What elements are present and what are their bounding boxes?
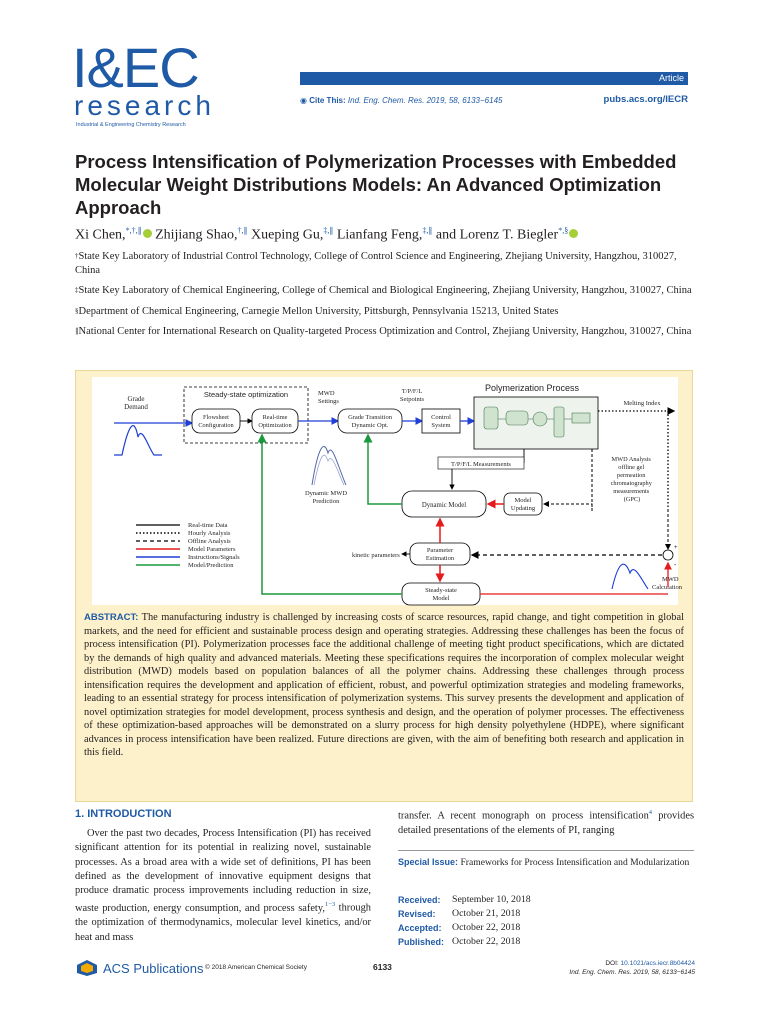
grade-transition-box: [338, 409, 402, 433]
flowsheet-line: Flowsheet: [203, 414, 229, 421]
affiliation-mark: ‡: [75, 286, 79, 294]
realtime-optimization-box: [252, 409, 298, 433]
abstract-label: ABSTRACT:: [84, 612, 139, 623]
realtime-line: Real-time: [262, 414, 288, 421]
legend-label: Hourly Analysis: [188, 530, 231, 537]
control-system-box: [422, 409, 460, 433]
date-value: September 10, 2018: [452, 894, 531, 905]
author-name[interactable]: Xi Chen,: [75, 227, 126, 243]
acs-publications-logo[interactable]: [75, 959, 203, 977]
steady-state-model-line: Model: [432, 595, 450, 602]
legend-label: Model Parameters: [188, 546, 236, 553]
dynamic-mwd-curve: [312, 447, 346, 485]
date-row: [398, 893, 531, 907]
affiliation-text: State Key Laboratory of Chemical Engineering, College of Chemical and Biological Engineering, Zhejiang University, Hangzhou, 310027, China: [78, 285, 692, 296]
control-system-line: System: [431, 422, 451, 429]
mwd-settings-line: Settings: [318, 398, 339, 405]
legend-label: Real-time Data: [188, 522, 228, 529]
realtime-line: Optimization: [258, 422, 292, 429]
doi-link[interactable]: 10.1021/acs.iecr.8b04424: [620, 960, 695, 967]
grade-demand-curve: [114, 426, 162, 455]
model-updating-line: Model: [514, 497, 532, 504]
comparator-plus: +: [674, 545, 678, 551]
mwd-analysis-label: [611, 456, 654, 503]
publication-dates: [398, 893, 531, 949]
abstract-body: The manufacturing industry is challenged by increasing costs of scarce resources, rapid change, and tight competition in global markets, and the need for efficient and sustainable process design and operating strategies. Addressing these challenges has been the focus of process intensification (PI). Polymerization processes face the additional challenge of meeting tight product specifications, which are dictated by the demands of high quality and advanced materials. Meeting these specifications requires the incorporation of complex molecular weight distribution (MWD) models based on population balances of all the polymer chains. Addressing these challenges through process intensification requires the development and application of efficient, robust, and powerful optimization strategies and modeling frameworks, leading to an essential strategy for process intensification of polymerization systems. This survey presents the development and application of novel optimization strategies for model development, process synthesis and design, and the operation of polymer processes. The effectiveness of these optimization-based approaches will be demonstrated on a slurry process for high density polyethylene (HDPE), where significant advances in process intensification have been realized. Future directions are given, with the aim of benefiting both research and application in this field.: [84, 612, 684, 759]
date-label: Received:: [398, 895, 441, 905]
legend-label: Instructions/Signals: [188, 554, 240, 561]
intro-text: Over the past two decades, Process Intensification (PI) has received significant attention for its potential in realizing novel, sustainable processes. As a broad area with a wide set of definitions, PI has been defined as the development of innovative equipment designs that produce dramatic process improvements including reduction in size, waste production, energy consumption, and process safety,: [75, 828, 371, 914]
measurements-label: T/P/F/L Measurements: [451, 461, 511, 468]
mwd-settings-label: [318, 390, 339, 405]
affiliation: [75, 305, 695, 319]
mwd-analysis-line-text: chromatography: [610, 480, 652, 487]
realtime-optimization-label: [258, 414, 292, 429]
date-row: [398, 907, 531, 921]
dynamic-mwd-line: Prediction: [312, 498, 340, 505]
divider: [398, 850, 694, 851]
parameter-estimation-line: Parameter: [426, 547, 454, 554]
citation-ref-link[interactable]: 4: [648, 809, 653, 816]
mwd-calculation-curve: [612, 564, 648, 589]
journal-logo: I&EC: [72, 36, 199, 99]
cite-reference: Ind. Eng. Chem. Res. 2019, 58, 6133−6145: [347, 96, 503, 105]
affiliation: [75, 284, 695, 298]
page-footer: [75, 955, 695, 989]
affiliation-text: Department of Chemical Engineering, Carnegie Mellon University, Pittsburgh, Pennsylvania 15213, United States: [78, 305, 559, 317]
tpfl-setpoints-line: T/P/F/L: [401, 388, 423, 395]
author-name[interactable]: Xueping Gu,: [251, 227, 324, 243]
special-issue-note: [398, 856, 694, 869]
polymerization-process-title: Polymerization Process: [484, 383, 580, 393]
affiliation-mark: ∥: [75, 327, 79, 335]
author-marks: *,†,∥: [125, 226, 142, 235]
cite-this-line[interactable]: [300, 96, 502, 105]
abstract-box: [75, 370, 693, 802]
publisher-name: ACS Publications: [103, 960, 204, 976]
intro-left-column: [75, 827, 371, 945]
grade-demand-line: Grade: [127, 395, 145, 403]
date-row: [398, 921, 531, 935]
journal-logo-tagline: Industrial & Engineering Chemistry Research: [76, 122, 186, 128]
footer-citation: Ind. Eng. Chem. Res. 2019, 58, 6133−6145: [569, 969, 695, 976]
dynamic-mwd-label: [305, 490, 347, 505]
page-number: 6133: [373, 962, 392, 972]
author-marks: ‡,∥: [422, 226, 433, 235]
affiliation-mark: †: [75, 252, 79, 260]
cite-icon: ◉: [300, 96, 307, 105]
grade-transition-line: Dynamic Opt.: [351, 422, 389, 429]
date-value: October 22, 2018: [452, 936, 521, 947]
mwd-calculation-line: MWD: [662, 576, 679, 583]
cite-this-label[interactable]: Cite This:: [309, 96, 346, 105]
special-issue-label: Special Issue:: [398, 857, 459, 867]
intro-right-column: [398, 806, 694, 838]
parameter-estimation-line: Estimation: [425, 555, 455, 562]
journal-url-link[interactable]: pubs.acs.org/IECR: [603, 94, 688, 105]
article-type-label: Article: [658, 73, 684, 83]
author-marks: *,§: [558, 226, 569, 235]
comparator-minus: -: [674, 562, 677, 569]
steady-state-title: Steady-state optimization: [203, 390, 289, 399]
dynamic-mwd-line: Dynamic MWD: [304, 490, 348, 497]
model-updating-line: Updating: [510, 505, 536, 512]
mwd-analysis-line-text: offline gel: [618, 464, 645, 471]
steady-model-to-rto-arrow: [262, 435, 402, 594]
date-value: October 21, 2018: [452, 908, 521, 919]
comparator-circle: [663, 550, 673, 560]
intro-text: transfer. A recent monograph on process intensification: [398, 810, 649, 822]
flowsheet-line: Configuration: [198, 422, 234, 429]
control-system-line: Control: [431, 414, 451, 421]
intro-text: through the optimization of thermodynamics, molecular level kinetics, and/or heat and mass: [75, 902, 371, 943]
acs-hexagon-icon: [75, 959, 99, 977]
intro-text: provides detailed presentations of the elements of PI, ranging: [398, 810, 694, 836]
mwd-analysis-line-text: MWD Analysis: [611, 456, 651, 463]
affiliation-list: [75, 250, 695, 346]
affiliation-text: State Key Laboratory of Industrial Control Technology, College of Control Science and Engineering, Zhejiang University, Hangzhou, 310027, China: [75, 251, 677, 276]
grade-demand-line: Demand: [124, 403, 148, 411]
citation-ref-link[interactable]: 1−3: [324, 901, 336, 909]
author-name[interactable]: Zhijiang Shao,: [155, 227, 238, 243]
author-name[interactable]: and Lorenz T. Biegler: [435, 227, 559, 243]
mwd-settings-line: MWD: [318, 390, 335, 397]
article-type-bar: [300, 72, 688, 85]
toc-graphic: [92, 377, 682, 605]
mwd-analysis-to-model-updating: [544, 504, 592, 511]
affiliation: [75, 250, 695, 277]
grade-demand-label: [124, 395, 148, 411]
doi-label: DOI:: [605, 960, 619, 967]
melting-index-label: Melting Index: [623, 400, 661, 407]
section-heading: 1. INTRODUCTION: [75, 808, 172, 820]
dynamic-model-label: Dynamic Model: [421, 502, 467, 509]
steady-state-model-line: Steady-state: [425, 587, 457, 594]
journal-logo-subtitle: research: [74, 90, 215, 121]
author-marks: ‡,∥: [323, 226, 334, 235]
doi-block: [569, 959, 695, 977]
dynamic-model-to-grade-transition-arrow: [368, 435, 402, 504]
grade-transition-line: Grade Transition: [348, 414, 392, 421]
date-label: Accepted:: [398, 923, 442, 933]
orcid-icon[interactable]: [143, 229, 152, 238]
flowsheet-box: [192, 409, 240, 433]
mwd-calculation-line: Calculation: [652, 584, 682, 591]
author-list: [75, 222, 705, 245]
tpfl-setpoints-line: Setpoints: [399, 396, 425, 403]
affiliation: [75, 325, 695, 339]
affiliation-text: National Center for International Research on Quality-targeted Process Optimization and Control, Zhejiang University, Hangzhou, 310027, China: [78, 326, 692, 337]
author-marks: †,∥: [237, 226, 248, 235]
date-value: October 22, 2018: [452, 922, 521, 933]
affiliation-mark: §: [75, 306, 79, 315]
special-issue-text[interactable]: Frameworks for Process Intensification and Modularization: [460, 857, 690, 868]
mwd-analysis-line-text: (GPC): [623, 496, 641, 503]
author-name[interactable]: Lianfang Feng,: [336, 227, 423, 243]
article-title: Process Intensification of Polymerization Processes with Embedded Molecular Weight Distributions Models: An Advanced Optimization Approach: [75, 151, 677, 218]
orcid-icon[interactable]: [569, 229, 578, 238]
date-label: Revised:: [398, 909, 436, 919]
parameter-estimation-label: [426, 547, 455, 562]
copyright-notice: © 2018 American Chemical Society: [205, 964, 307, 971]
legend-label: Offline Analysis: [188, 538, 231, 545]
mwd-analysis-line-text: permeation: [617, 472, 646, 479]
kinetic-parameters-label: kinetic parameters: [352, 552, 400, 559]
abstract-text: [84, 611, 684, 760]
date-row: [398, 935, 531, 949]
date-label: Published:: [398, 937, 445, 947]
tpfl-setpoints-label: [400, 388, 425, 403]
control-system-label: [431, 414, 451, 429]
grade-transition-label: [348, 414, 393, 429]
mwd-analysis-line-text: measurements: [613, 488, 650, 495]
graphic-legend: [136, 522, 240, 569]
legend-label: Model/Prediction: [188, 562, 234, 569]
